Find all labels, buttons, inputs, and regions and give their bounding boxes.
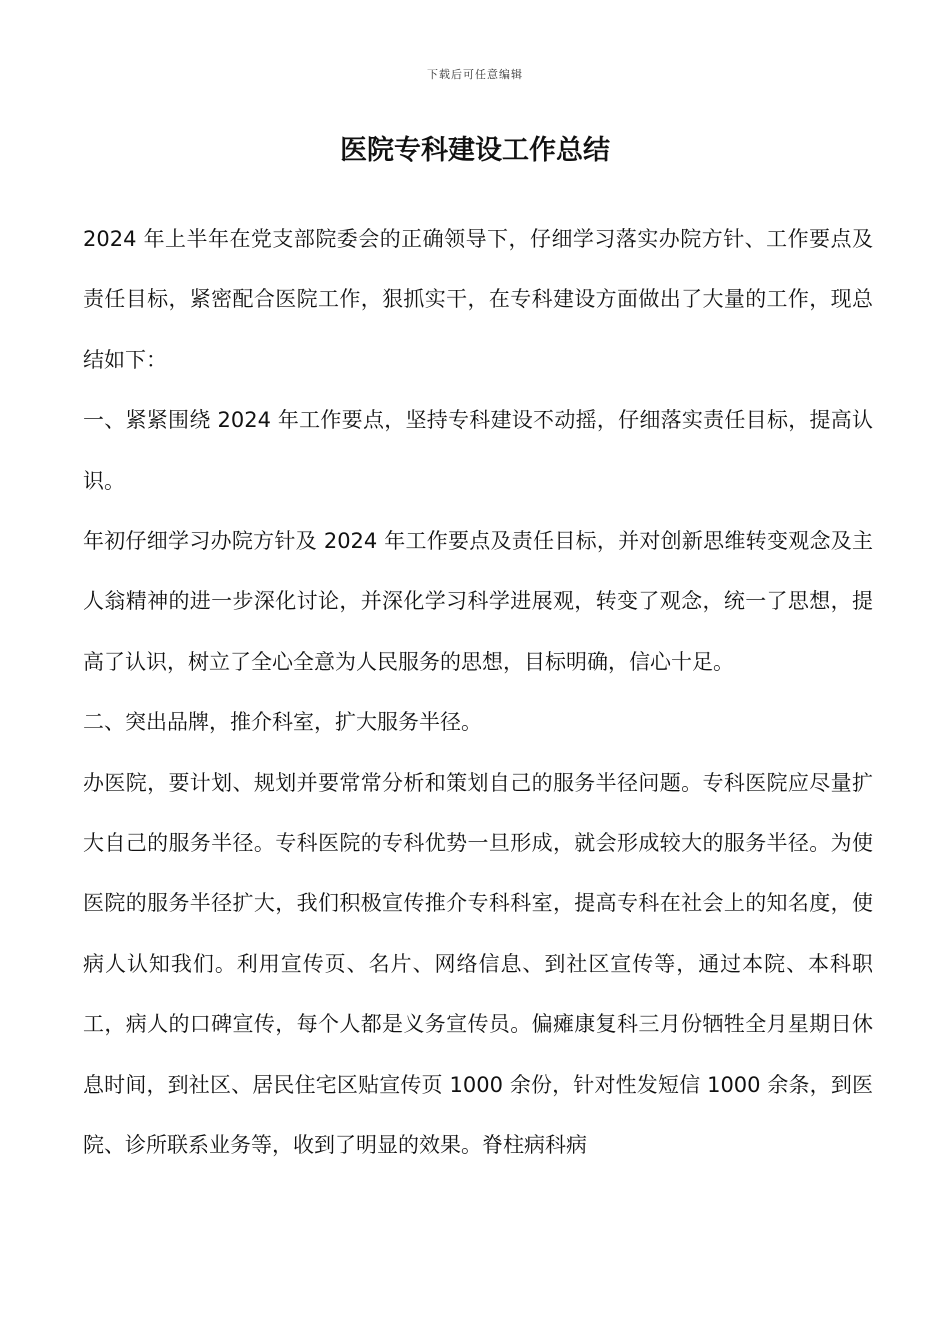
paragraph-section-2: 办医院，要计划、规划并要常常分析和策划自己的服务半径问题。专科医院应尽量扩大自己的服务半径。专科医院的专科优势一旦形成，就会形成较大的服务半径。为使医院的服务半径扩大，我们积极宣传推介专科科室，提高专科在社会上的知名度，使病人认知我们。利用宣传页、名片、网络信息、到社区宣传等，通过本院、本科职工，病人的口碑宣传，每个人都是义务宣传员。偏瘫康复科三月份牺牲全月星期日休息时间，到社区、居民住宅区贴宣传页 1000 余份，针对性发短信 1000 余条，到医院、诊所联系业务等，收到了明显的效果。脊柱病科病 (83, 770, 873, 1158)
section-heading-2: 二、突出品牌，推介科室，扩大服务半径。 (83, 710, 482, 735)
document-title: 医院专科建设工作总结 (340, 135, 610, 166)
header-note: 下载后可任意编辑 (427, 68, 523, 81)
paragraph-section-1: 年初仔细学习办院方针及 2024 年工作要点及责任目标，并对创新思维转变观念及主人翁精神的进一步深化讨论，并深化学习科学进展观，转变了观念，统一了思想，提高了认识，树立了全心全意为人民服务的思想，目标明确，信心十足。 (83, 529, 873, 674)
section-heading-1: 一、紧紧围绕 2024 年工作要点，坚持专科建设不动摇，仔细落实责任目标，提高认识。 (83, 408, 873, 493)
paragraph-intro: 2024 年上半年在党支部院委会的正确领导下，仔细学习落实办院方针、工作要点及责任目标，紧密配合医院工作，狠抓实干，在专科建设方面做出了大量的工作，现总结如下： (83, 227, 873, 372)
document-body (83, 209, 873, 1176)
